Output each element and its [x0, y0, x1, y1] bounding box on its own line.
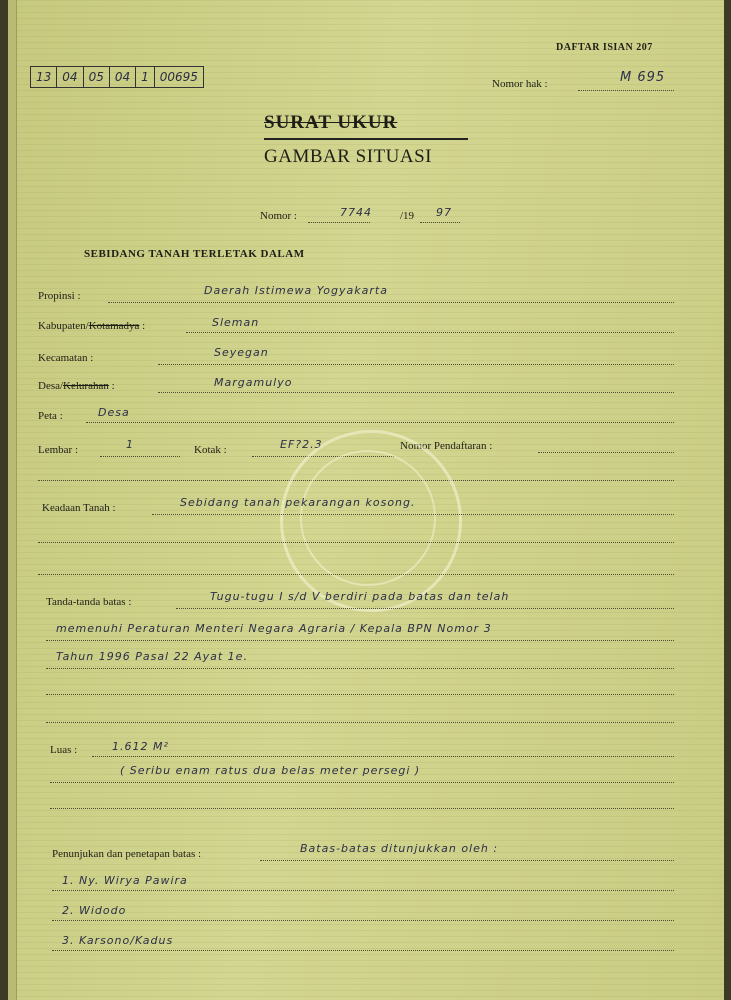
tanda-batas-line	[46, 668, 674, 669]
blank-line	[46, 694, 674, 695]
penunjukan-label: Penunjukan dan penetapan batas :	[52, 848, 202, 860]
penunjukan-line	[52, 950, 674, 951]
desa-line	[158, 392, 674, 393]
luas-line	[92, 756, 674, 757]
nomor-value: 7744	[340, 206, 372, 219]
lembar-value: 1	[126, 438, 134, 451]
kabupaten-value: Sleman	[212, 316, 260, 329]
nomor-year: 97	[436, 206, 452, 219]
id-part: 1	[136, 67, 155, 87]
kotak-value: EF?2.3	[280, 438, 323, 451]
tanda-batas-line-2: memenuhi Peraturan Menteri Negara Agraria / Kepala BPN Nomor 3	[56, 622, 492, 635]
id-number-box	[30, 66, 204, 88]
penunjukan-person-2: 2. Widodo	[62, 904, 127, 917]
peta-label: Peta :	[38, 410, 63, 422]
kabupaten-line	[186, 332, 674, 333]
lembar-line	[100, 456, 180, 457]
watermark-seal-inner	[300, 450, 436, 586]
kecamatan-value: Seyegan	[214, 346, 269, 359]
penunjukan-person-3: 3. Karsono/Kadus	[62, 934, 174, 947]
nomor-line	[308, 222, 370, 223]
kecamatan-line	[158, 364, 674, 365]
penunjukan-value: Batas-batas ditunjukkan oleh :	[300, 842, 499, 855]
propinsi-line	[108, 302, 674, 303]
peta-value: Desa	[98, 406, 130, 419]
kabupaten-label: Kabupaten/Kotamadya :	[38, 320, 146, 332]
keadaan-tanah-line	[152, 514, 674, 515]
tanda-batas-line-1: Tugu-tugu I s/d V berdiri pada batas dan telah	[210, 590, 510, 603]
title-rule	[264, 138, 468, 140]
nomor-year-line	[420, 222, 460, 223]
form-sheet	[8, 0, 724, 1000]
page-title: GAMBAR SITUASI	[264, 146, 432, 167]
id-part: 00695	[159, 70, 198, 84]
id-part: 04	[57, 67, 83, 87]
blank-line	[46, 722, 674, 723]
tanda-batas-line	[46, 640, 674, 641]
luas-words: ( Seribu enam ratus dua belas meter persegi )	[120, 764, 421, 777]
section-heading: SEBIDANG TANAH TERLETAK DALAM	[84, 248, 305, 260]
luas-value: 1.612 M²	[112, 740, 169, 753]
nomor-hak-value: M 695	[620, 70, 666, 85]
penunjukan-line	[260, 860, 674, 861]
penunjukan-person-1: 1. Ny. Wirya Pawira	[62, 874, 188, 887]
blank-line	[38, 574, 674, 575]
title-struck: SURAT UKUR	[264, 112, 398, 133]
desa-label: Desa/Kelurahan :	[38, 380, 115, 392]
luas-label: Luas :	[50, 744, 78, 756]
nomor-sep: /19	[400, 210, 415, 222]
nomor-hak-line	[578, 90, 674, 91]
propinsi-value: Daerah Istimewa Yogyakarta	[204, 284, 388, 297]
form-code: DAFTAR ISIAN 207	[556, 42, 653, 53]
nomor-pendaftaran-line	[538, 452, 674, 453]
tanda-batas-label: Tanda-tanda batas :	[46, 596, 132, 608]
penunjukan-line	[52, 890, 674, 891]
nomor-pendaftaran-label: Nomor Pendaftaran :	[400, 440, 493, 452]
nomor-label: Nomor :	[260, 210, 297, 222]
id-part: 13	[31, 67, 57, 87]
propinsi-label: Propinsi :	[38, 290, 81, 302]
id-part: 05	[84, 67, 110, 87]
kotak-label: Kotak :	[194, 444, 227, 456]
blank-line	[50, 808, 674, 809]
kecamatan-label: Kecamatan :	[38, 352, 94, 364]
desa-value: Margamulyo	[214, 376, 293, 389]
penunjukan-line	[52, 920, 674, 921]
binding-fold	[8, 0, 17, 1000]
id-part: 04	[110, 67, 136, 87]
peta-line	[86, 422, 674, 423]
luas-words-line	[50, 782, 674, 783]
lembar-label: Lembar :	[38, 444, 79, 456]
nomor-hak-label: Nomor hak :	[492, 78, 548, 90]
tanda-batas-line	[176, 608, 674, 609]
keadaan-tanah-label: Keadaan Tanah :	[42, 502, 116, 514]
blank-line	[38, 542, 674, 543]
keadaan-tanah-value: Sebidang tanah pekarangan kosong.	[180, 496, 416, 509]
tanda-batas-line-3: Tahun 1996 Pasal 22 Ayat 1e.	[56, 650, 248, 663]
